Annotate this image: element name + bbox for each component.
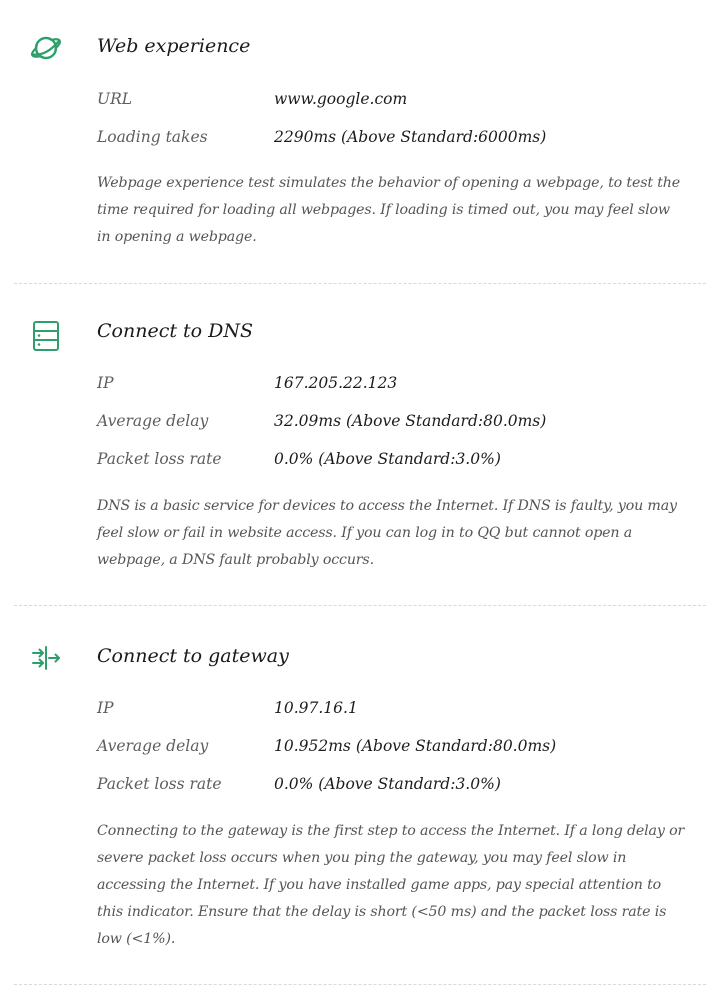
- info-row-loading: [97, 128, 697, 152]
- row-label: Average delay: [97, 412, 209, 430]
- row-value: 2290ms (Above Standard:6000ms): [274, 128, 547, 146]
- section-title: Connect to gateway: [97, 645, 289, 667]
- section-description: DNS is a basic service for devices to access the Internet. If DNS is faulty, you may feel slow or fail in website access. If you can log in to QQ but cannot open a webpage, a DNS fault probably occurs.: [97, 498, 677, 568]
- info-row-url: [97, 90, 697, 114]
- row-value: 10.952ms (Above Standard:80.0ms): [274, 737, 557, 755]
- row-value: 0.0% (Above Standard:3.0%): [274, 450, 501, 468]
- row-value: 167.205.22.123: [274, 374, 398, 392]
- row-label: Packet loss rate: [97, 775, 222, 793]
- section-description: Connecting to the gateway is the first step to access the Internet. If a long delay or severe packet loss occurs when you ping the gateway, you may feel slow in accessing the Internet. If you have installed game apps, pay special attention to this indicator. Ensure that the delay is short (<50 ms) and the packet loss rate is low (<1%).: [97, 823, 685, 947]
- section-title: Connect to DNS: [97, 320, 253, 342]
- row-label: Loading takes: [97, 128, 208, 146]
- row-label: IP: [97, 699, 114, 717]
- row-label: URL: [97, 90, 133, 108]
- row-label: IP: [97, 374, 114, 392]
- section-description: Webpage experience test simulates the behavior of opening a webpage, to test the time required for loading all webpages. If loading is timed out, you may feel slow in opening a webpage.: [97, 175, 681, 245]
- gateway-section: [0, 606, 720, 988]
- dns-section: [0, 284, 720, 606]
- info-row-ip: [97, 699, 697, 723]
- row-value: 32.09ms (Above Standard:80.0ms): [274, 412, 547, 430]
- row-label: Average delay: [97, 737, 209, 755]
- info-row-ip: [97, 374, 697, 398]
- info-row-delay: [97, 412, 697, 436]
- row-value: 10.97.16.1: [274, 699, 358, 717]
- info-row-packet-loss: [97, 775, 697, 799]
- web-experience-section: [0, 0, 720, 284]
- section-divider: [14, 984, 706, 985]
- row-value: www.google.com: [274, 90, 408, 108]
- dns-server-icon: [28, 318, 64, 354]
- gateway-arrows-icon: [28, 640, 64, 676]
- row-value: 0.0% (Above Standard:3.0%): [274, 775, 501, 793]
- info-row-delay: [97, 737, 697, 761]
- globe-planet-icon: [28, 30, 64, 66]
- info-row-packet-loss: [97, 450, 697, 474]
- section-title: Web experience: [97, 35, 251, 57]
- row-label: Packet loss rate: [97, 450, 222, 468]
